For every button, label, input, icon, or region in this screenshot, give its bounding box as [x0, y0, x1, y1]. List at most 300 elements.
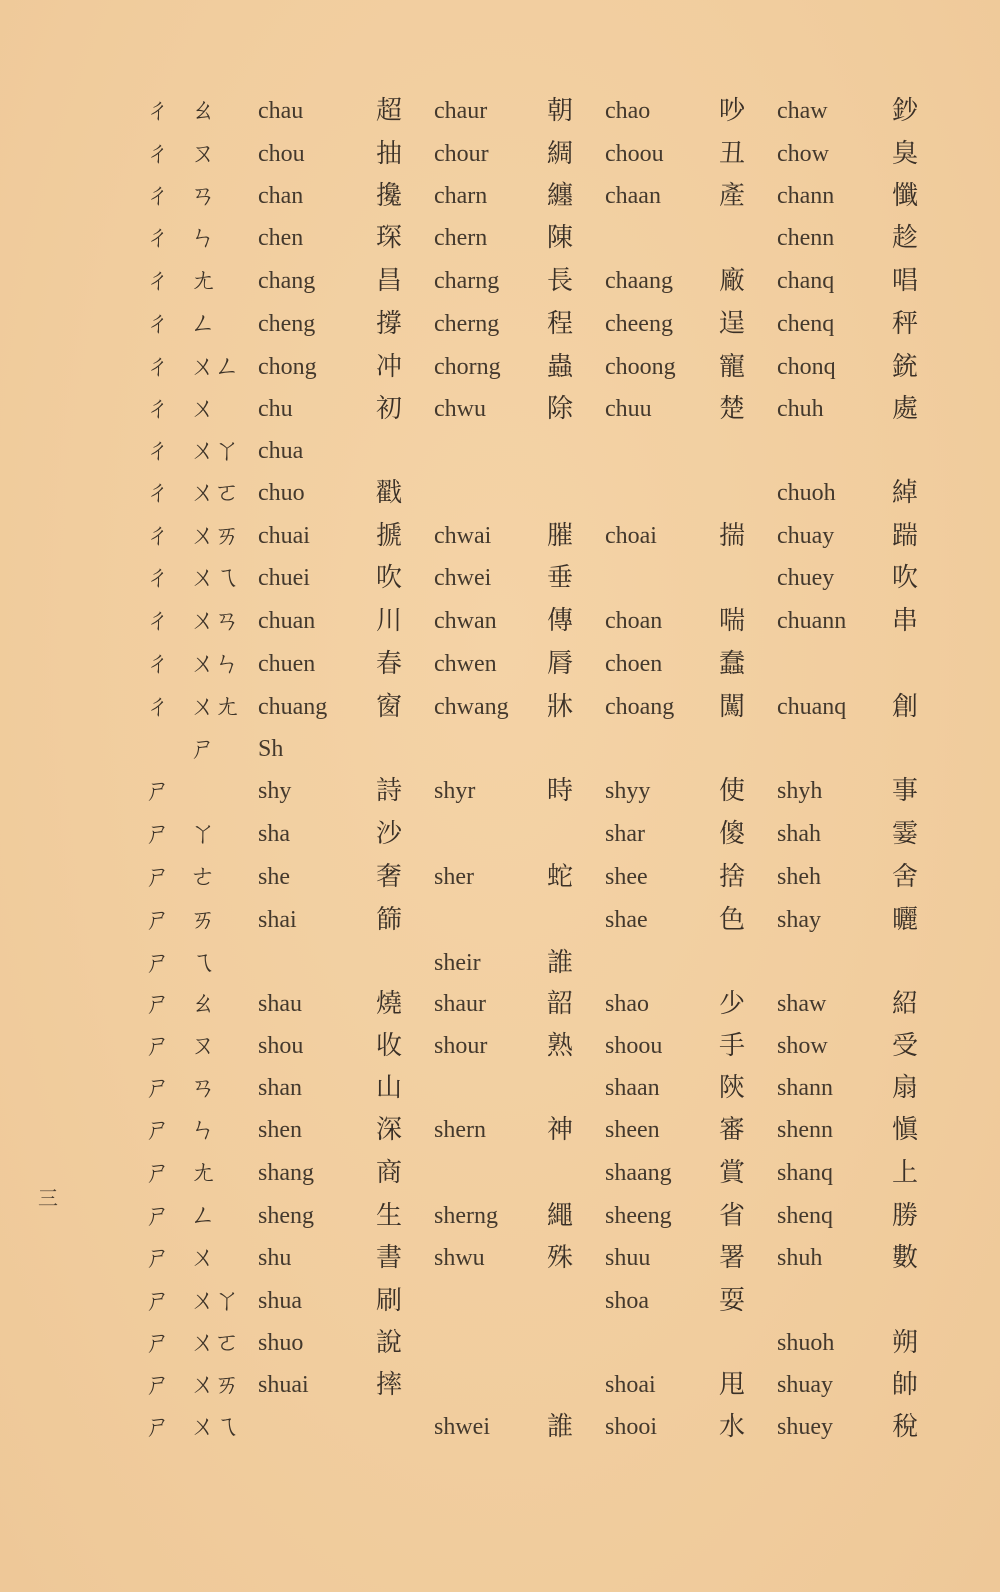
bopomofo-initial: ㄔ	[145, 606, 172, 636]
character-tone1: 摔	[376, 1370, 403, 1400]
table-row	[0, 1280, 1000, 1322]
table-row	[0, 899, 1000, 941]
bopomofo-initial: ㄔ	[145, 309, 172, 339]
character-tone1: 琛	[376, 223, 403, 253]
romanization-tone2: shern	[434, 1117, 486, 1143]
character-tone1: 生	[376, 1201, 403, 1231]
character-tone4: 舍	[892, 862, 919, 892]
character-tone4: 唱	[892, 266, 919, 296]
romanization-tone2: sherng	[434, 1203, 498, 1229]
character-tone2: 長	[547, 266, 574, 296]
romanization-tone3: choong	[605, 354, 676, 380]
table-row	[0, 1109, 1000, 1151]
romanization-tone4: chenn	[777, 225, 835, 251]
romanization-tone1: chuang	[258, 694, 328, 720]
romanization-tone4: shuey	[777, 1414, 833, 1440]
bopomofo-final: ㄨㄟ	[190, 563, 239, 593]
romanization-tone1: sha	[258, 821, 290, 847]
romanization-tone1: chou	[258, 141, 305, 167]
romanization-tone1: chuan	[258, 608, 316, 634]
romanization-tone4: shanq	[777, 1160, 833, 1186]
character-tone3: 丑	[719, 139, 746, 169]
character-tone3: 寵	[719, 352, 746, 382]
character-tone2: 殊	[547, 1243, 574, 1273]
romanization-tone4: sheh	[777, 864, 821, 890]
character-tone3: 捨	[719, 862, 746, 892]
romanization-tone4: chonq	[777, 354, 836, 380]
table-row	[0, 90, 1000, 132]
romanization-tone1: shua	[258, 1288, 302, 1314]
character-tone1: 書	[376, 1243, 403, 1273]
romanization-tone4: shenq	[777, 1203, 833, 1229]
bopomofo-initial: ㄕ	[145, 819, 172, 849]
table-row	[0, 1406, 1000, 1448]
character-tone2: 蛇	[547, 862, 574, 892]
character-tone1: 撐	[376, 309, 403, 339]
romanization-tone4: chenq	[777, 311, 835, 337]
character-tone2: 繩	[547, 1201, 574, 1231]
bopomofo-initial: ㄔ	[145, 436, 172, 466]
bopomofo-initial: ㄔ	[145, 563, 172, 593]
table-row	[0, 1322, 1000, 1364]
character-tone3: 楚	[719, 394, 746, 424]
character-tone1: 抽	[376, 139, 403, 169]
romanization-tone3: shoa	[605, 1288, 649, 1314]
character-tone2: 陳	[547, 223, 574, 253]
character-tone1: 初	[376, 394, 403, 424]
bopomofo-final: ㄥ	[190, 1201, 215, 1231]
table-row	[0, 430, 1000, 472]
character-tone4: 勝	[892, 1201, 919, 1231]
romanization-tone2: chorng	[434, 354, 501, 380]
table-row	[0, 1152, 1000, 1194]
character-tone2: 熟	[547, 1031, 574, 1061]
character-tone1: 收	[376, 1031, 403, 1061]
bopomofo-final: ㄣ	[190, 1115, 215, 1145]
bopomofo-initial: ㄕ	[145, 989, 172, 1019]
bopomofo-final: ㄞ	[190, 905, 215, 935]
character-tone2: 膗	[547, 521, 574, 551]
romanization-tone3: shuu	[605, 1245, 651, 1271]
romanization-tone2: shwei	[434, 1414, 490, 1440]
romanization-tone2: shaur	[434, 991, 486, 1017]
character-tone3: 逞	[719, 309, 746, 339]
romanization-tone1: chan	[258, 183, 304, 209]
table-row	[0, 770, 1000, 812]
character-tone2: 脣	[547, 649, 574, 679]
character-tone3: 耍	[719, 1286, 746, 1316]
romanization-tone4: shuh	[777, 1245, 823, 1271]
bopomofo-initial: ㄔ	[145, 692, 172, 722]
table-row	[0, 643, 1000, 685]
bopomofo-final: ㄨㄥ	[190, 352, 239, 382]
bopomofo-initial: ㄕ	[145, 1286, 172, 1316]
page-number: 三	[38, 1186, 58, 1210]
character-tone4: 愼	[892, 1115, 919, 1145]
table-row	[0, 260, 1000, 302]
romanization-tone1: cheng	[258, 311, 316, 337]
romanization-tone3: shee	[605, 864, 648, 890]
romanization-tone1: shau	[258, 991, 302, 1017]
bopomofo-final: ㄢ	[190, 1073, 215, 1103]
romanization-tone3: shoou	[605, 1033, 663, 1059]
character-tone4: 數	[892, 1243, 919, 1273]
character-tone4: 秤	[892, 309, 919, 339]
romanization-tone3: shoai	[605, 1372, 656, 1398]
romanization-tone4: chuann	[777, 608, 847, 634]
bopomofo-initial: ㄕ	[145, 1115, 172, 1145]
romanization-tone4: chann	[777, 183, 835, 209]
character-tone1: 川	[376, 606, 403, 636]
bopomofo-initial: ㄔ	[145, 649, 172, 679]
romanization-tone1: shou	[258, 1033, 304, 1059]
character-tone3: 署	[719, 1243, 746, 1273]
romanization-tone1: chuei	[258, 565, 310, 591]
bopomofo-final: ㄨ	[190, 1243, 215, 1273]
table-row	[0, 515, 1000, 557]
romanization-tone1: chua	[258, 438, 304, 464]
character-tone4: 銃	[892, 352, 919, 382]
character-tone1: 沙	[376, 819, 403, 849]
romanization-tone3: shao	[605, 991, 649, 1017]
bopomofo-final: ㄡ	[190, 139, 215, 169]
character-tone4: 受	[892, 1031, 919, 1061]
romanization-tone2: shwu	[434, 1245, 485, 1271]
character-tone3: 手	[719, 1031, 746, 1061]
romanization-tone1: chuen	[258, 651, 316, 677]
romanization-tone2: chwan	[434, 608, 497, 634]
romanization-tone1: shen	[258, 1117, 302, 1143]
bopomofo-initial: ㄕ	[145, 1201, 172, 1231]
bopomofo-final: ㄜ	[190, 862, 215, 892]
table-row	[0, 1195, 1000, 1237]
bopomofo-initial: ㄕ	[145, 1158, 172, 1188]
romanization-tone4: shuay	[777, 1372, 833, 1398]
table-row	[0, 856, 1000, 898]
character-tone1: 攙	[376, 181, 403, 211]
character-tone3: 陝	[719, 1073, 746, 1103]
bopomofo-final: ㄨㄣ	[190, 649, 239, 679]
romanization-tone4: chuay	[777, 523, 835, 549]
table-row	[0, 813, 1000, 855]
character-tone1: 冲	[376, 352, 403, 382]
romanization-tone1: chong	[258, 354, 317, 380]
romanization-tone2: chaur	[434, 98, 488, 124]
romanization-tone4: shay	[777, 907, 821, 933]
character-tone2: 除	[547, 394, 574, 424]
bopomofo-final: ㄡ	[190, 1031, 215, 1061]
romanization-tone1: shang	[258, 1160, 314, 1186]
romanization-tone1: shuo	[258, 1330, 304, 1356]
character-tone3: 少	[719, 989, 746, 1019]
character-tone4: 帥	[892, 1370, 919, 1400]
character-tone3: 吵	[719, 96, 746, 126]
table-row	[0, 472, 1000, 514]
table-row	[0, 303, 1000, 345]
character-tone3: 傻	[719, 819, 746, 849]
bopomofo-initial: ㄕ	[145, 1243, 172, 1273]
character-tone2: 牀	[547, 692, 574, 722]
romanization-tone2: chwai	[434, 523, 492, 549]
bopomofo-final: ㄨㄚ	[190, 436, 239, 466]
character-tone1: 說	[376, 1328, 403, 1358]
romanization-tone2: charng	[434, 268, 500, 294]
character-tone1: 商	[376, 1158, 403, 1188]
bopomofo-final: ㄟ	[190, 948, 215, 978]
romanization-tone1: shuai	[258, 1372, 309, 1398]
table-row	[0, 1025, 1000, 1067]
bopomofo-final: ㄨㄤ	[190, 692, 239, 722]
bopomofo-initial: ㄕ	[145, 1370, 172, 1400]
bopomofo-initial: ㄔ	[145, 139, 172, 169]
table-row	[0, 1364, 1000, 1406]
romanization-tone3: shaan	[605, 1075, 660, 1101]
romanization-tone1: chau	[258, 98, 304, 124]
character-tone1: 搋	[376, 521, 403, 551]
romanization-tone3: chuu	[605, 396, 652, 422]
table-row	[0, 1237, 1000, 1279]
romanization-tone3: sheen	[605, 1117, 660, 1143]
character-tone4: 事	[892, 776, 919, 806]
romanization-tone1: shy	[258, 778, 292, 804]
bopomofo-initial: ㄕ	[145, 1073, 172, 1103]
character-tone4: 鈔	[892, 96, 919, 126]
bopomofo-initial: ㄕ	[145, 1412, 172, 1442]
bopomofo-initial: ㄔ	[145, 352, 172, 382]
romanization-tone4: shuoh	[777, 1330, 835, 1356]
bopomofo-initial: ㄔ	[145, 223, 172, 253]
bopomofo-final: ㄨㄟ	[190, 1412, 239, 1442]
character-tone1: 吹	[376, 563, 403, 593]
romanization-tone4: chuanq	[777, 694, 847, 720]
character-tone3: 揣	[719, 521, 746, 551]
character-tone1: 詩	[376, 776, 403, 806]
character-tone3: 甩	[719, 1370, 746, 1400]
romanization-tone3: shaang	[605, 1160, 672, 1186]
bopomofo-initial: ㄕ	[145, 905, 172, 935]
table-row	[0, 388, 1000, 430]
character-tone3: 賞	[719, 1158, 746, 1188]
bopomofo-final: ㄨㄞ	[190, 1370, 239, 1400]
romanization-tone2: shour	[434, 1033, 488, 1059]
character-tone2: 朝	[547, 96, 574, 126]
romanization-tone3: shae	[605, 907, 648, 933]
romanization-tone2: chern	[434, 225, 488, 251]
romanization-tone4: shyh	[777, 778, 823, 804]
character-tone2: 傳	[547, 606, 574, 636]
character-tone2: 綢	[547, 139, 574, 169]
character-tone2: 誰	[547, 948, 574, 978]
table-row	[0, 175, 1000, 217]
bopomofo-initial: ㄔ	[145, 394, 172, 424]
romanization-tone4: chuh	[777, 396, 824, 422]
table-row	[0, 728, 1000, 770]
bopomofo-final: ㄨㄚ	[190, 1286, 239, 1316]
character-tone1: 深	[376, 1115, 403, 1145]
bopomofo-final: ㄨ	[190, 394, 215, 424]
romanization-tone3: choan	[605, 608, 663, 634]
character-tone2: 誰	[547, 1412, 574, 1442]
romanization-tone4: chuoh	[777, 480, 836, 506]
romanization-tone3: choen	[605, 651, 663, 677]
character-tone4: 霎	[892, 819, 919, 849]
character-tone1: 窗	[376, 692, 403, 722]
character-tone3: 喘	[719, 606, 746, 636]
character-tone3: 闖	[719, 692, 746, 722]
bopomofo-final: ㄨㄞ	[190, 521, 239, 551]
table-row	[0, 600, 1000, 642]
romanization-tone4: chow	[777, 141, 829, 167]
character-tone4: 扇	[892, 1073, 919, 1103]
character-tone3: 使	[719, 776, 746, 806]
romanization-tone1: Sh	[258, 736, 284, 762]
bopomofo-final: ㄚ	[190, 819, 215, 849]
bopomofo-initial: ㄔ	[145, 181, 172, 211]
character-tone1: 燒	[376, 989, 403, 1019]
character-tone4: 稅	[892, 1412, 919, 1442]
bopomofo-final: ㄣ	[190, 223, 215, 253]
table-row	[0, 217, 1000, 259]
character-tone3: 廠	[719, 266, 746, 296]
romanization-tone2: cherng	[434, 311, 500, 337]
romanization-tone3: cheeng	[605, 311, 673, 337]
character-tone1: 超	[376, 96, 403, 126]
romanization-tone1: sheng	[258, 1203, 314, 1229]
romanization-tone4: shenn	[777, 1117, 833, 1143]
table-row	[0, 557, 1000, 599]
character-tone3: 省	[719, 1201, 746, 1231]
romanization-tone2: shyr	[434, 778, 476, 804]
character-tone4: 懺	[892, 181, 919, 211]
character-tone2: 纏	[547, 181, 574, 211]
character-tone1: 篩	[376, 905, 403, 935]
character-tone1: 奢	[376, 862, 403, 892]
romanization-tone4: chuey	[777, 565, 835, 591]
bopomofo-initial: ㄕ	[145, 1031, 172, 1061]
romanization-tone1: shai	[258, 907, 297, 933]
character-tone2: 神	[547, 1115, 574, 1145]
character-tone4: 創	[892, 692, 919, 722]
romanization-tone2: chwu	[434, 396, 486, 422]
romanization-tone1: shu	[258, 1245, 292, 1271]
romanization-tone4: shann	[777, 1075, 833, 1101]
romanization-tone2: chwang	[434, 694, 509, 720]
romanization-tone3: chaan	[605, 183, 661, 209]
bopomofo-initial: ㄔ	[145, 521, 172, 551]
bopomofo-final: ㄠ	[190, 989, 215, 1019]
character-tone3: 審	[719, 1115, 746, 1145]
bopomofo-initial: ㄕ	[145, 776, 172, 806]
character-tone1: 刷	[376, 1286, 403, 1316]
romanization-tone2: chour	[434, 141, 489, 167]
character-tone3: 蠢	[719, 649, 746, 679]
bopomofo-final: ㄨㄢ	[190, 606, 239, 636]
character-tone4: 綽	[892, 478, 919, 508]
bopomofo-final: ㄨㄛ	[190, 478, 239, 508]
bopomofo-initial: ㄕ	[145, 948, 172, 978]
romanization-tone3: choang	[605, 694, 675, 720]
romanization-tone4: show	[777, 1033, 828, 1059]
character-tone3: 色	[719, 905, 746, 935]
table-row	[0, 1067, 1000, 1109]
character-tone4: 趁	[892, 223, 919, 253]
character-tone4: 朔	[892, 1328, 919, 1358]
character-tone2: 韶	[547, 989, 574, 1019]
romanization-tone3: shyy	[605, 778, 651, 804]
character-tone4: 曬	[892, 905, 919, 935]
romanization-tone1: shan	[258, 1075, 302, 1101]
character-tone1: 山	[376, 1073, 403, 1103]
romanization-tone2: chwen	[434, 651, 497, 677]
bopomofo-initial: ㄔ	[145, 96, 172, 126]
romanization-tone3: shooi	[605, 1414, 658, 1440]
character-tone3: 水	[719, 1412, 746, 1442]
table-row	[0, 942, 1000, 984]
romanization-tone1: chuo	[258, 480, 305, 506]
bopomofo-final: ㄕ	[190, 734, 215, 764]
romanization-tone3: chaang	[605, 268, 673, 294]
bopomofo-initial: ㄔ	[145, 266, 172, 296]
romanization-tone1: chen	[258, 225, 304, 251]
character-tone2: 垂	[547, 563, 574, 593]
character-tone1: 昌	[376, 266, 403, 296]
character-tone4: 處	[892, 394, 919, 424]
bopomofo-initial: ㄔ	[145, 478, 172, 508]
romanization-tone2: chwei	[434, 565, 492, 591]
character-tone2: 程	[547, 309, 574, 339]
character-tone2: 蟲	[547, 352, 574, 382]
bopomofo-final: ㄠ	[190, 96, 215, 126]
romanization-tone3: shar	[605, 821, 645, 847]
bopomofo-final: ㄢ	[190, 181, 215, 211]
romanization-tone1: she	[258, 864, 290, 890]
bopomofo-final: ㄨㄛ	[190, 1328, 239, 1358]
bopomofo-final: ㄤ	[190, 1158, 215, 1188]
romanization-tone4: shah	[777, 821, 821, 847]
character-tone4: 踹	[892, 521, 919, 551]
romanization-tone1: chu	[258, 396, 293, 422]
romanization-tone4: shaw	[777, 991, 827, 1017]
bopomofo-initial: ㄕ	[145, 862, 172, 892]
character-tone4: 紹	[892, 989, 919, 1019]
romanization-tone1: chang	[258, 268, 316, 294]
bopomofo-final: ㄥ	[190, 309, 215, 339]
romanization-tone2: sher	[434, 864, 474, 890]
romanization-tone3: sheeng	[605, 1203, 672, 1229]
character-tone1: 春	[376, 649, 403, 679]
romanization-tone3: choou	[605, 141, 664, 167]
romanization-tone3: choai	[605, 523, 657, 549]
character-tone4: 臭	[892, 139, 919, 169]
character-tone3: 產	[719, 181, 746, 211]
character-tone4: 串	[892, 606, 919, 636]
romanization-tone3: chao	[605, 98, 651, 124]
table-row	[0, 133, 1000, 175]
romanization-tone2: charn	[434, 183, 488, 209]
table-row	[0, 346, 1000, 388]
romanization-tone4: chaw	[777, 98, 828, 124]
bopomofo-initial: ㄕ	[145, 1328, 172, 1358]
character-tone1: 戳	[376, 478, 403, 508]
romanization-tone1: chuai	[258, 523, 310, 549]
romanization-tone4: chanq	[777, 268, 835, 294]
bopomofo-final: ㄤ	[190, 266, 215, 296]
romanization-tone2: sheir	[434, 950, 481, 976]
table-row	[0, 686, 1000, 728]
table-row	[0, 983, 1000, 1025]
character-tone2: 時	[547, 776, 574, 806]
character-tone4: 上	[892, 1158, 919, 1188]
